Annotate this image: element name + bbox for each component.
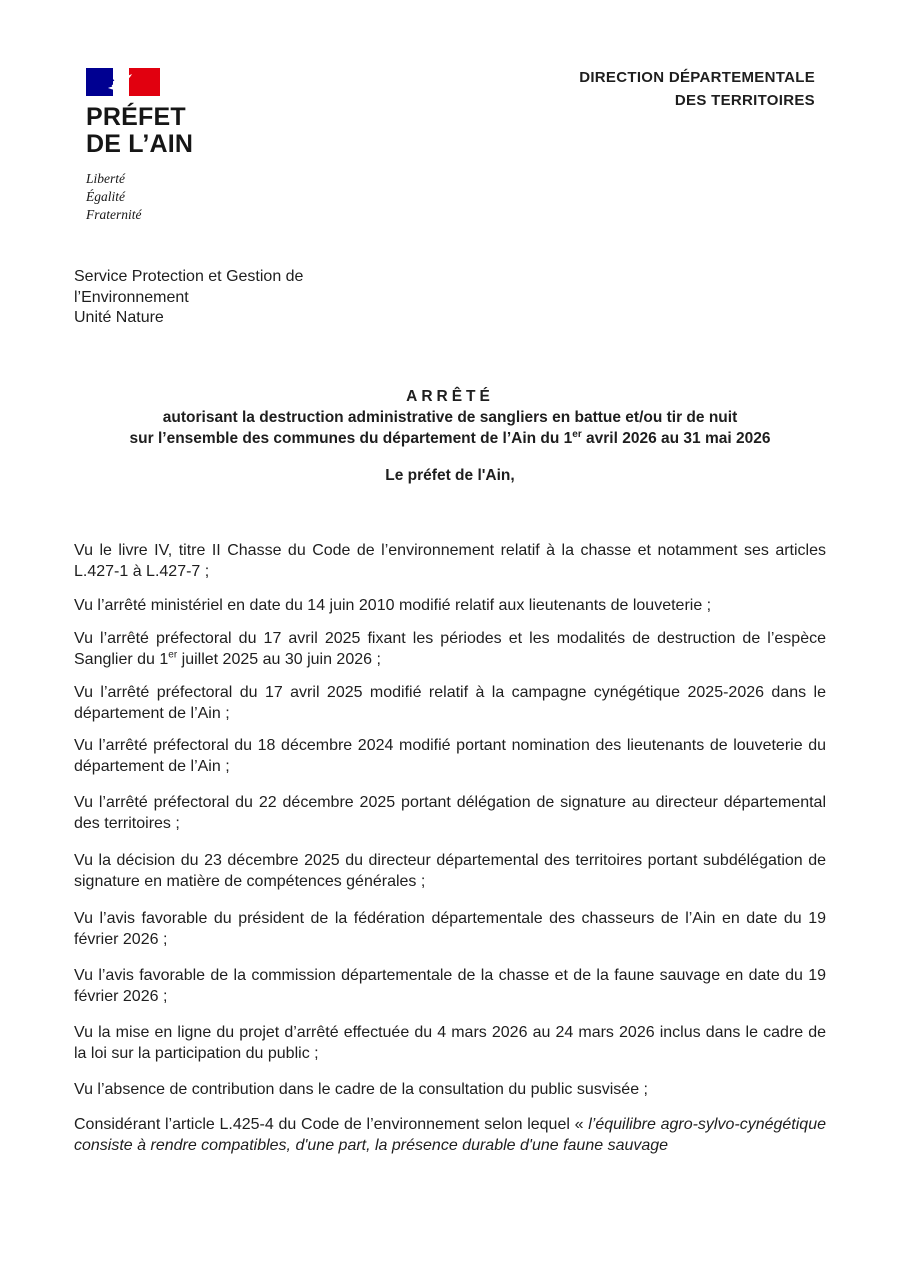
visa-paragraph (74, 628, 826, 670)
motto-fraternite: Fraternité (86, 207, 142, 222)
prefet-line-2: DE L’AIN (86, 130, 194, 158)
visa-paragraph: Vu l’avis favorable de la commission départementale de la chasse et de la faune sauvage en date du 19 février 2026 ; (74, 967, 826, 1005)
visa-paragraph: Vu l’arrêté ministériel en date du 14 juin 2010 modifié relatif aux lieutenants de louveterie ; (74, 597, 712, 614)
arrete-subtitle-1: autorisant la destruction administrative de sangliers en battue et/ou tir de nuit (162, 409, 738, 426)
arrete-heading (74, 386, 826, 449)
service-block (74, 267, 303, 329)
motto-egalite: Égalité (86, 189, 125, 204)
visa-paragraph: Vu l’arrêté préfectoral du 22 décembre 2025 portant délégation de signature au directeur départemental des territoires ; (74, 794, 826, 832)
considerant-quote: l’équilibre agro-sylvo-cynégétique consiste à rendre compatibles, d'une part, la présence durable d'une faune sauvage (74, 1116, 826, 1154)
subtitle-2-sup: er (572, 428, 582, 440)
marianne-flag-icon (86, 68, 160, 96)
visa-paragraph: Vu le livre IV, titre II Chasse du Code de l’environnement relatif à la chasse et notamment ses articles L.427-1 à L.427-7 ; (74, 542, 826, 580)
prefecture-name (86, 104, 193, 158)
considerant-paragraph (74, 1114, 826, 1156)
visa-paragraph: Vu la décision du 23 décembre 2025 du directeur départemental des territoires portant subdélégation de signature en matière de compétences générales ; (74, 852, 826, 890)
visa-paragraph: Vu l’arrêté préfectoral du 18 décembre 2024 modifié portant nomination des lieutenants de louveterie du département de l’Ain ; (74, 737, 826, 775)
visa-text: Vu l’arrêté préfectoral du 17 avril 2025 fixant les périodes et les modalités de destruction de l’espèce Sanglier du 1 (74, 630, 826, 668)
direction-line-2: DES TERRITOIRES (674, 92, 815, 109)
prefet-declaration: Le préfet de l'Ain, (385, 467, 515, 484)
visa-paragraph: Vu l’absence de contribution dans le cadre de la consultation du public susvisée ; (74, 1081, 648, 1098)
issuing-direction (579, 66, 815, 112)
arrete-subtitle-2 (74, 428, 826, 449)
prefecture-logo (86, 68, 193, 224)
motto-liberte: Liberté (86, 171, 125, 186)
visa-paragraph: Vu l’avis favorable du président de la fédération départementale des chasseurs de l’Ain en date du 19 février 2026 ; (74, 910, 826, 948)
visa-paragraph: Vu la mise en ligne du projet d’arrêté effectuée du 4 mars 2026 au 24 mars 2026 inclus dans le cadre de la loi sur la participation du public ; (74, 1024, 826, 1062)
subtitle-2-end: avril 2026 au 31 mai 2026 (581, 430, 771, 447)
service-line-3: Unité Nature (74, 309, 164, 326)
considerant-text: Considérant l’article L.425-4 du Code de l’environnement selon lequel « (74, 1116, 589, 1133)
prefet-line-1: PRÉFET (86, 103, 186, 131)
visa-text-end: juillet 2025 au 30 juin 2026 ; (177, 651, 381, 668)
subtitle-2-text: sur l’ensemble des communes du département de l’Ain du 1 (129, 430, 573, 447)
service-line-1: Service Protection et Gestion de (74, 268, 304, 285)
direction-line-1: DIRECTION DÉPARTEMENTALE (579, 69, 815, 86)
visa-sup: er (168, 649, 178, 661)
arrete-title: ARRÊTÉ (406, 388, 494, 405)
republic-motto (86, 170, 193, 224)
visa-paragraph: Vu l’arrêté préfectoral du 17 avril 2025 modifié relatif à la campagne cynégétique 2025-2026 dans le département de l’Ain ; (74, 684, 826, 722)
service-line-2: l’Environnement (74, 288, 189, 306)
